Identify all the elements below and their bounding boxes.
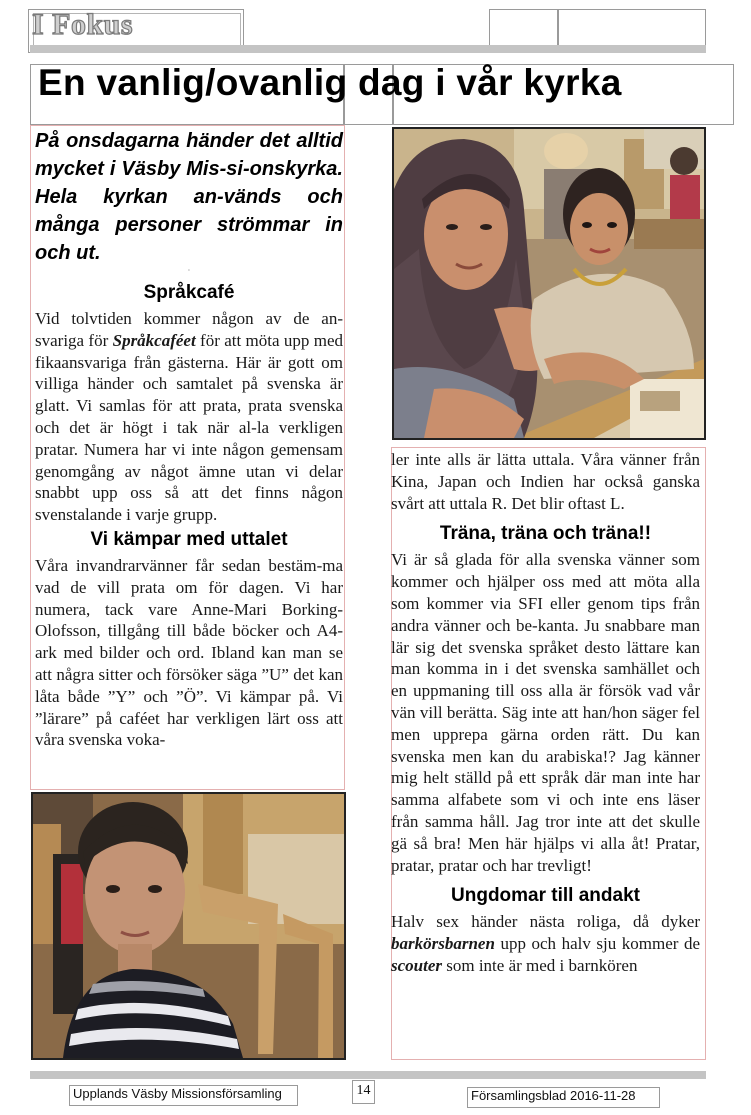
heading-sprakcafe: Språkcafé bbox=[143, 282, 235, 303]
photo-two-women bbox=[392, 127, 706, 440]
footer-organization: Upplands Väsby Missionsförsamling bbox=[69, 1085, 298, 1106]
lead-paragraph: På onsdagarna händer det alltid mycket i Väsby Mis-si-onskyrka. Hela kyrkan an-vänds och många personer strömmar in och ut. bbox=[35, 130, 343, 264]
ungdomar-emphasis-2: scouter bbox=[391, 955, 442, 975]
ungdomar-emphasis-1: barkörsbarnen bbox=[391, 934, 495, 954]
heading-trana: Träna, träna och träna!! bbox=[439, 523, 652, 545]
section-label: I Fokus bbox=[32, 8, 134, 41]
page-number: 14 bbox=[352, 1080, 375, 1104]
separator-dot: · bbox=[187, 266, 191, 275]
sprakcafe-text-start: Vid tolvtiden kommer någon av de an-svariga för bbox=[35, 309, 343, 350]
page-title: En vanlig/ovanlig dag i vår kyrka bbox=[38, 62, 622, 103]
left-column bbox=[35, 127, 343, 751]
sprakcafe-paragraph bbox=[35, 308, 343, 526]
footer-publication-date: Församlingsblad 2016-11-28 bbox=[467, 1087, 660, 1108]
ungdomar-text-1: Halv sex händer nästa roliga, då dyker bbox=[391, 912, 700, 932]
heading-uttalet: Vi kämpar med uttalet bbox=[90, 528, 288, 550]
photo-boy bbox=[31, 792, 346, 1060]
footer-rule bbox=[30, 1071, 706, 1079]
continuation-paragraph: ler inte alls är lätta uttala. Våra vänner från Kina, Japan och Indien har också ganska svårt att uttala R. Det blir oftast L. bbox=[391, 450, 700, 513]
sprakcafe-text-end: för att möta upp med fikaansvariga från gästerna. Här är gott om villiga händer och samtalet på svenska är glatt. Vi samlas för att prata, prata svenska och det är högt i tak när al-la verkligen pratar. Numera har vi inte någon gemensam genomgång av något ämne utan vi delar snabbt upp oss så att det finns någon svenstalande i varje grupp. bbox=[35, 330, 343, 525]
ungdomar-text-3: som inte är med i barnkören bbox=[442, 955, 638, 975]
ungdomar-paragraph bbox=[391, 911, 700, 976]
photo-boy-image bbox=[33, 794, 344, 1058]
uttalet-paragraph: Våra invandrarvänner får sedan bestäm-ma vad de vill prata om för dagen. Vi har numera, tack vare Anne-Mari Borking-Olofsson, tillgång till både böcker och A4-ark med bilder och ord. Ibland kan man se att några sitter och försöker säga ”U” det kan låta både ”Y” och ”Ö”. Vi kämpar på. Vi ”lärare” på caféet har verkligen lärt oss att våra svenska voka- bbox=[35, 555, 343, 750]
ungdomar-text-2: upp och halv sju kommer de bbox=[494, 934, 700, 954]
heading-ungdomar: Ungdomar till andakt bbox=[451, 885, 640, 907]
trana-paragraph: Vi är så glada för alla svenska vänner som kommer och hjälper oss med att möta alla som kommer via SFI eller genom tips från andra vänner och be-kanta. Ju snabbare man lär sig det svenska språket desto lättare kan man komma in i det svenska samhället och en uppmaning till oss alla är försök vad vår vän vill berätta. Säg inte att han/hon säger fel men upprepa gärna orden rätt. Du kan svenska men kan du arabiska!? Jag känner mig helt ställd på ett språk där man inte har samma alfabete som vi och inte ens läser från samma håll. Jag tror inte att det skulle gä så bra! Men här hjälps vi alla åt! Pratar, pratar, pratar och har trevligt! bbox=[391, 550, 700, 875]
right-column bbox=[391, 449, 700, 977]
photo-two-women-image bbox=[394, 129, 704, 438]
sprakcafe-emphasis: Språkcaféet bbox=[112, 330, 196, 350]
header-rule bbox=[30, 45, 706, 53]
